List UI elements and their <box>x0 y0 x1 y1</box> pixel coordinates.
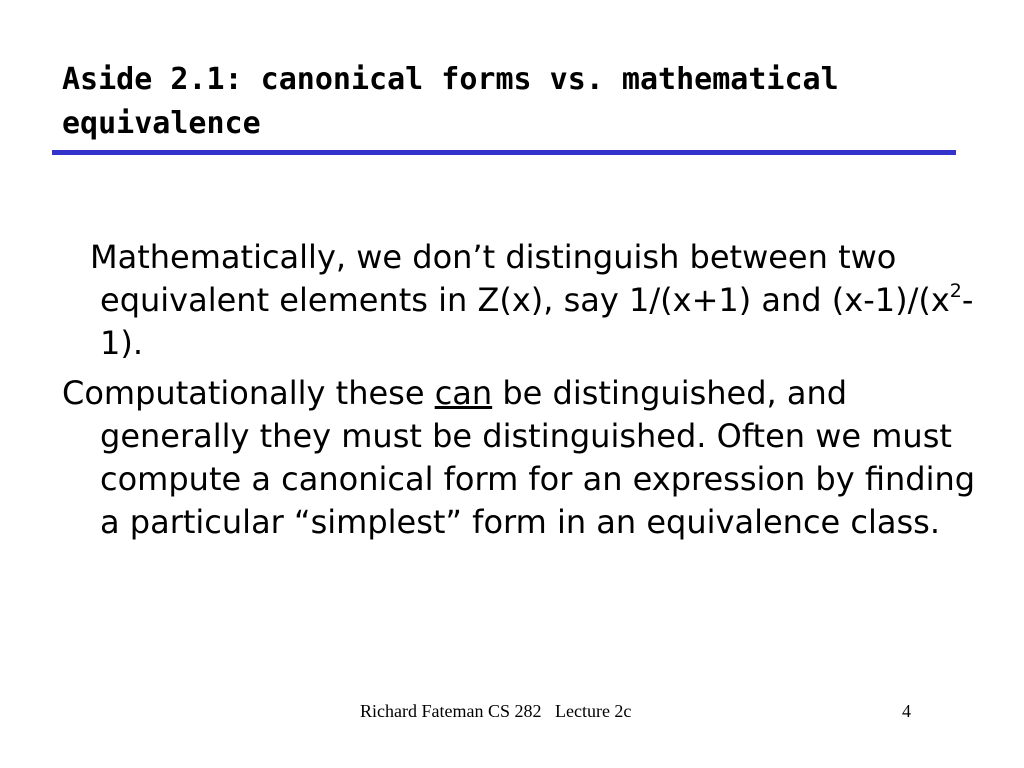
page-number: 4 <box>902 701 911 721</box>
paragraph-computation-text-end: be distinguished, and generally they must be distinguished. Often we must compute a canonical form for an expression by finding a particular “simplest” form in an equivalence class. <box>100 374 976 541</box>
paragraph-equivalence-text: Mathematically, we don’t distinguish between two equivalent elements in Z(x), say 1/(x+1) and (x-1)/(x <box>90 238 950 319</box>
paragraph-computation <box>62 372 1002 544</box>
underlined-emphasis: can <box>434 374 493 412</box>
slide-title: Aside 2.1: canonical forms vs. mathematical equivalence <box>62 62 839 141</box>
paragraph-computation-text-start: Computationally these <box>62 374 435 412</box>
slide-body <box>62 236 1002 551</box>
paragraph-equivalence <box>62 236 1002 365</box>
title-underline-rule <box>52 150 956 155</box>
footer-credit: Richard Fateman CS 282 Lecture 2c <box>360 701 632 721</box>
paragraph-equivalence-text-end: -1). <box>100 281 974 362</box>
superscript-exponent: 2 <box>949 280 962 303</box>
